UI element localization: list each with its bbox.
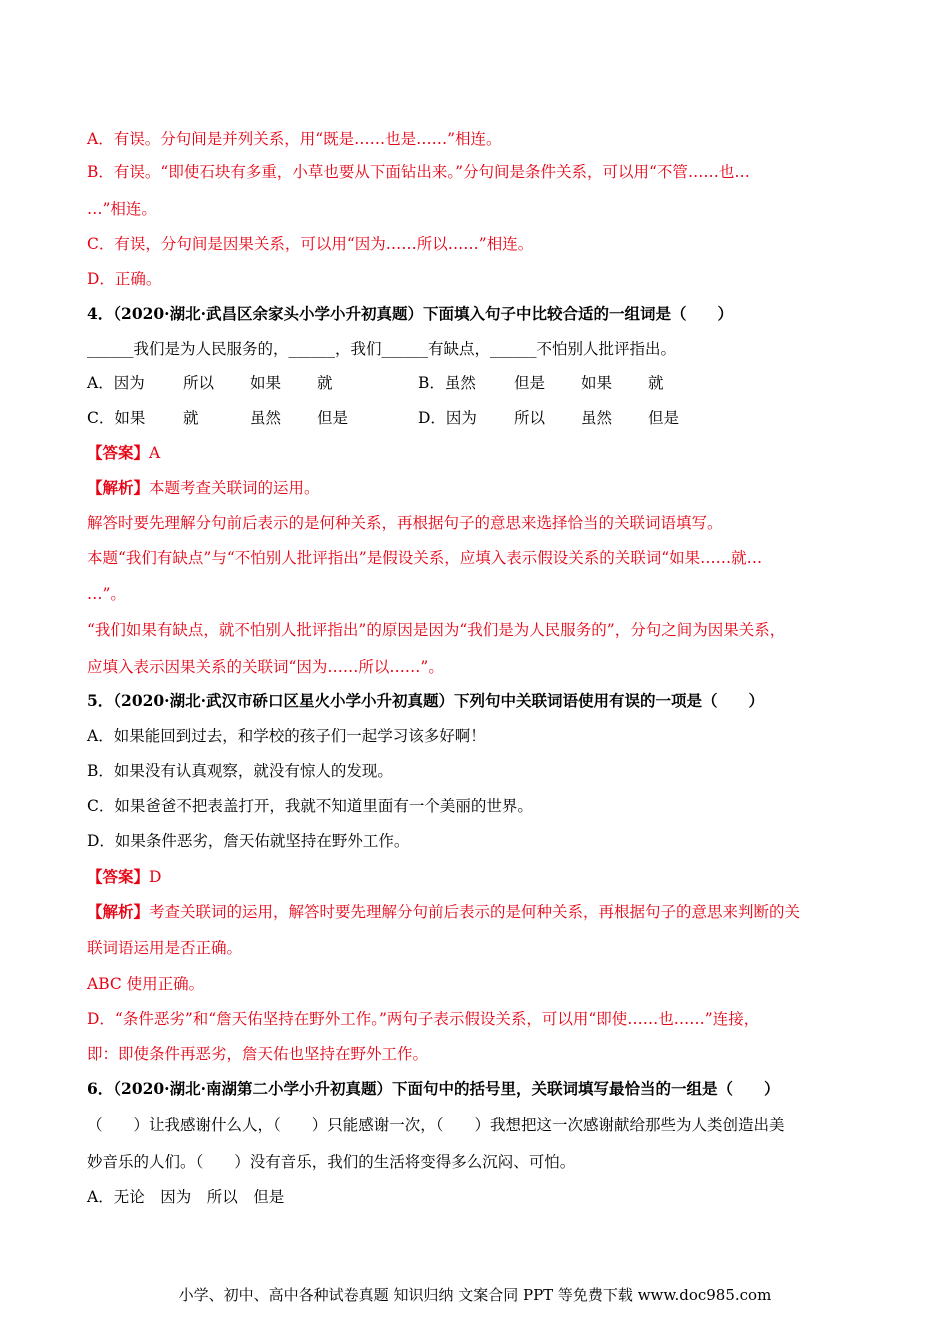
q4-analysis-6: 应填入表示因果关系的关联词“因为……所以……”。	[87, 658, 444, 676]
q4-answer-label: 【答案】	[87, 443, 150, 462]
q5-analysis-5: 即：即使条件再恶劣，詹天佑也坚持在野外工作。	[87, 1045, 429, 1063]
q4-option-d-3: 虽然	[581, 409, 613, 427]
q5-analysis-3: ABC 使用正确。	[87, 975, 205, 993]
q4-option-a-4: 就	[317, 374, 333, 392]
q4-analysis-3: 本题“我们有缺点”与“不怕别人批评指出”是假设关系，应填入表示假设关系的关联词“如果……就…	[87, 549, 763, 567]
q3-analysis-b-line2: …”相连。	[87, 200, 157, 218]
q4-option-a-2: 所以	[183, 374, 215, 392]
q3-analysis-a: A．有误。分句间是并列关系，用“既是……也是……”相连。	[87, 130, 502, 148]
q4-option-d-4: 但是	[648, 409, 680, 427]
q5-option-a: A．如果能回到过去，和学校的孩子们一起学习该多好啊！	[87, 727, 486, 745]
q5-answer	[87, 866, 870, 888]
q5-option-d: D．如果条件恶劣，詹天佑就坚持在野外工作。	[87, 832, 410, 850]
q6-sentence-2: 妙音乐的人们。（ ）没有音乐，我们的生活将变得多么沉闷、可怕。	[87, 1153, 576, 1171]
q4-option-c-3: 虽然	[250, 409, 282, 427]
page-footer: 小学、初中、高中各种试卷真题 知识归纳 文案合同 PPT 等免费下载 www.doc985.com	[178, 1286, 772, 1304]
q5-analysis-1	[87, 901, 870, 923]
q4-option-d-1: D．因为	[418, 409, 477, 427]
q5-analysis-text-1: 考查关联词的运用，解答时要先理解分句前后表示的是何种关系，再根据句子的意思来判断的关	[149, 903, 801, 921]
q5-option-c: C．如果爸爸不把表盖打开，我就不知道里面有一个美丽的世界。	[87, 797, 533, 815]
q5-analysis-2: 联词语运用是否正确。	[87, 939, 243, 957]
q4-analysis-text-1: 本题考查关联词的运用。	[149, 479, 320, 497]
q3-analysis-b-line1: B．有误。“即使石块有多重，小草也要从下面钻出来。”分句间是条件关系，可以用“不管……也…	[87, 163, 750, 181]
q4-option-a-3: 如果	[250, 374, 282, 392]
q4-option-b-4: 就	[648, 374, 664, 392]
q4-answer-value: A	[149, 444, 161, 462]
q5-stem: 5．（2020·湖北·武汉市硚口区星火小学小升初真题）下列句中关联词语使用有误的一项是（ ）	[87, 691, 764, 710]
q4-option-c-4: 但是	[317, 409, 349, 427]
q4-option-d-2: 所以	[514, 409, 546, 427]
q4-sentence: ______我们是为人民服务的，______，我们______有缺点，______不怕别人批评指出。	[87, 340, 677, 358]
q5-analysis-label: 【解析】	[87, 902, 150, 921]
q4-answer	[87, 442, 870, 464]
q4-option-b-2: 但是	[514, 374, 546, 392]
q4-analysis-4: …”。	[87, 585, 126, 603]
q4-analysis-5: “我们如果有缺点，就不怕别人批评指出”的原因是因为“我们是为人民服务的”，分句之间为因果关系，	[87, 621, 786, 639]
q4-analysis-1	[87, 477, 870, 499]
q4-option-a-1: A．因为	[87, 374, 145, 392]
q4-option-b-3: 如果	[581, 374, 613, 392]
q5-analysis-4: D．“条件恶劣”和“詹天佑坚持在野外工作。”两句子表示假设关系，可以用“即使……也……”连接，	[87, 1010, 760, 1028]
q6-stem: 6．（2020·湖北·南湖第二小学小升初真题）下面句中的括号里，关联词填写最恰当的一组是（ ）	[87, 1079, 780, 1098]
q5-answer-value: D	[149, 868, 162, 886]
q4-option-c-1: C．如果	[87, 409, 146, 427]
q5-answer-label: 【答案】	[87, 867, 150, 886]
q4-option-b-1: B．虽然	[418, 374, 476, 392]
q3-analysis-d: D．正确。	[87, 270, 162, 288]
q6-sentence-1: （ ）让我感谢什么人，（ ）只能感谢一次，（ ）我想把这一次感谢献给那些为人类创造出美	[87, 1116, 785, 1134]
q4-analysis-label: 【解析】	[87, 478, 150, 497]
q6-option-a: A．无论 因为 所以 但是	[87, 1188, 285, 1206]
q4-option-c-2: 就	[183, 409, 199, 427]
q4-analysis-2: 解答时要先理解分句前后表示的是何种关系，再根据句子的意思来选择恰当的关联词语填写。	[87, 514, 723, 532]
q5-option-b: B．如果没有认真观察，就没有惊人的发现。	[87, 762, 393, 780]
q4-stem: 4．（2020·湖北·武昌区余家头小学小升初真题）下面填入句子中比较合适的一组词是（ ）	[87, 304, 733, 323]
q3-analysis-c: C．有误，分句间是因果关系，可以用“因为……所以……”相连。	[87, 235, 534, 253]
